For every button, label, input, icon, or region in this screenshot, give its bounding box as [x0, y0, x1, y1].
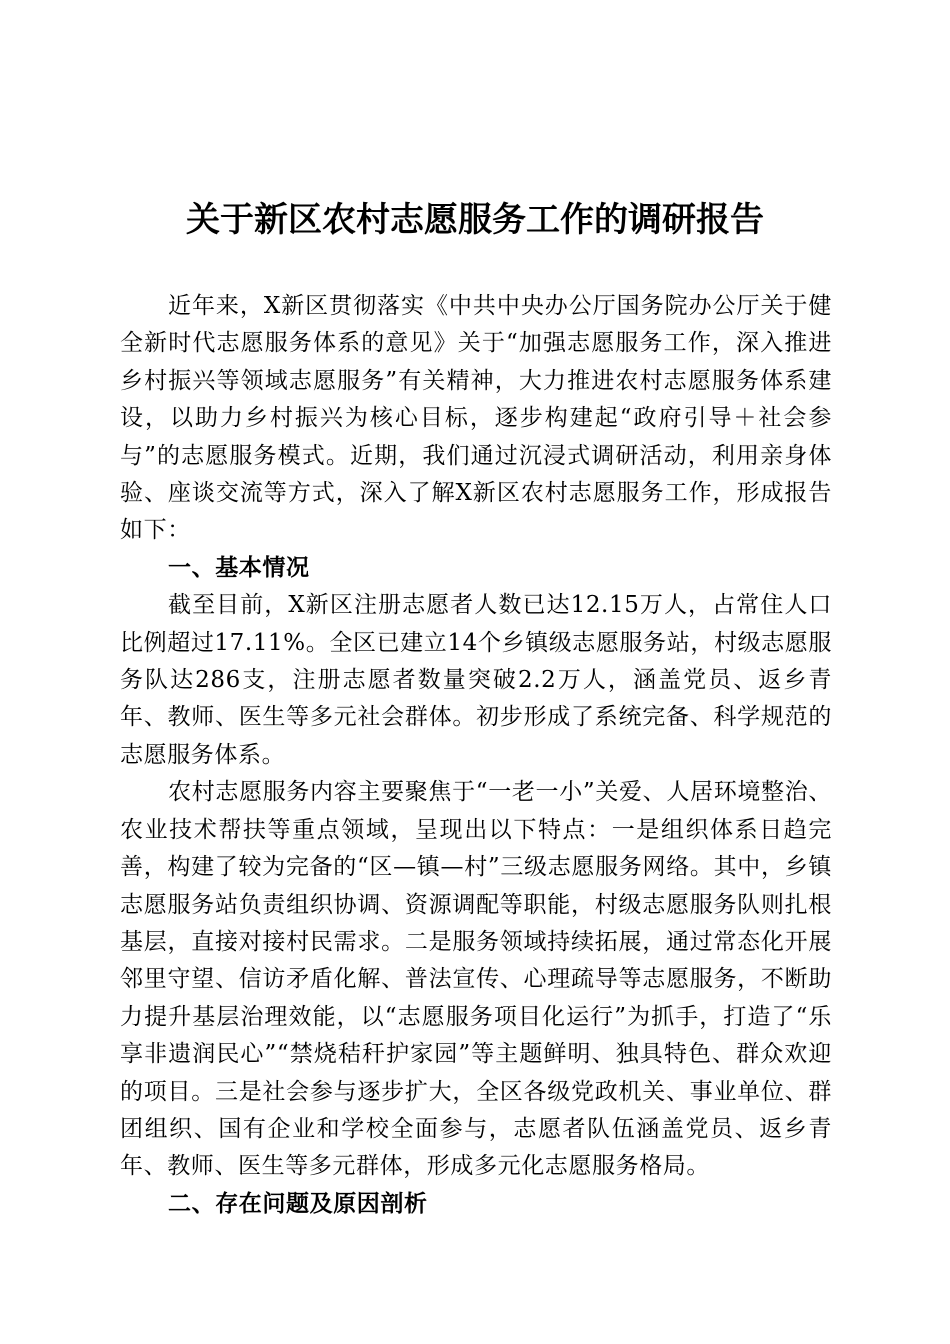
- intro-paragraph: 近年来，X新区贯彻落实《中共中央办公厅国务院办公厅关于健全新时代志愿服务体系的意见》关于“加强志愿服务工作，深入推进乡村振兴等领域志愿服务”有关精神，大力推进农村志愿服务体系建设，以助力乡村振兴为核心目标，逐步构建起“政府引导＋社会参与”的志愿服务模式。近期，我们通过沉浸式调研活动，利用亲身体验、座谈交流等方式，深入了解X新区农村志愿服务工作，形成报告如下：: [120, 293, 832, 544]
- document-title: 关于新区农村志愿服务工作的调研报告: [186, 200, 764, 240]
- document-body: [120, 288, 832, 1223]
- section-1-paragraph-2: 农村志愿服务内容主要聚焦于“一老一小”关爱、人居环境整治、农业技术帮扶等重点领域，呈现出以下特点：一是组织体系日趋完善，构建了较为完备的“区—镇—村”三级志愿服务网络。其中，乡镇志愿服务站负责组织协调、资源调配等职能，村级志愿服务队则扎根基层，直接对接村民需求。二是服务领域持续拓展，通过常态化开展邻里守望、信访矛盾化解、普法宣传、心理疏导等志愿服务，不断助力提升基层治理效能，以“志愿服务项目化运行”为抓手，打造了“乐享非遗润民心”“禁烧秸秆护家园”等主题鲜明、独具特色、群众欢迎的项目。三是社会参与逐步扩大，全区各级党政机关、事业单位、群团组织、国有企业和学校全面参与，志愿者队伍涵盖党员、返乡青年、教师、医生等多元群体，形成多元化志愿服务格局。: [120, 779, 832, 1180]
- section-1-paragraph-1: 截至目前，X新区注册志愿者人数已达12.15万人，占常住人口比例超过17.11%。全区已建立14个乡镇级志愿服务站，村级志愿服务队达286支，注册志愿者数量突破2.2万人，涵盖党员、返乡青年、教师、医生等多元社会群体。初步形成了系统完备、科学规范的志愿服务体系。: [120, 592, 832, 768]
- section-1-heading: 一、基本情况: [168, 554, 310, 581]
- section-2-heading: 二、存在问题及原因剖析: [168, 1190, 428, 1217]
